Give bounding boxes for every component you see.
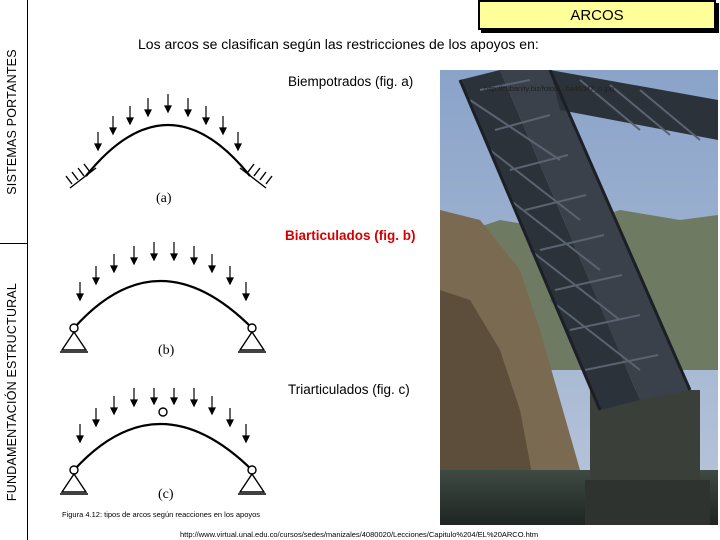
figure-caption: Figura 4.12: tipos de arcos según reacciones en los apoyos	[62, 510, 261, 519]
photo-url: http://cubanity.biz/fotos/...ba46d47_o.jpg	[484, 84, 614, 93]
sidebar-top-label: SISTEMAS PORTANTES	[5, 48, 19, 195]
sidebar-divider	[27, 0, 28, 540]
figure-b-two-hinged-arch	[58, 240, 288, 370]
figure-c-label: (c)	[158, 487, 174, 502]
label-biempotrados: Biempotrados (fig. a)	[288, 74, 414, 89]
bridge-photo	[440, 70, 718, 525]
label-biarticulados: Biarticulados (fig. b)	[285, 228, 416, 243]
figure-c-three-hinged-arch	[58, 388, 288, 508]
intro-text: Los arcos se clasifican según las restricciones de los apoyos en:	[138, 36, 539, 52]
source-url: http://www.virtual.unal.edu.co/cursos/sedes/manizales/4080020/Lecciones/Capitulo%204/EL%20ARCO.htm	[180, 530, 539, 539]
sidebar	[0, 0, 24, 540]
figure-a-fixed-arch	[58, 84, 288, 214]
slide-title: ARCOS	[478, 0, 716, 30]
figure-a-label: (a)	[156, 191, 172, 206]
label-triarticulados: Triarticulados (fig. c)	[288, 382, 410, 397]
figure-b-label: (b)	[158, 343, 175, 358]
sidebar-separator	[0, 243, 28, 244]
sidebar-bottom-label: FUNDAMENTACIÓN ESTRUCTURAL	[5, 282, 20, 502]
